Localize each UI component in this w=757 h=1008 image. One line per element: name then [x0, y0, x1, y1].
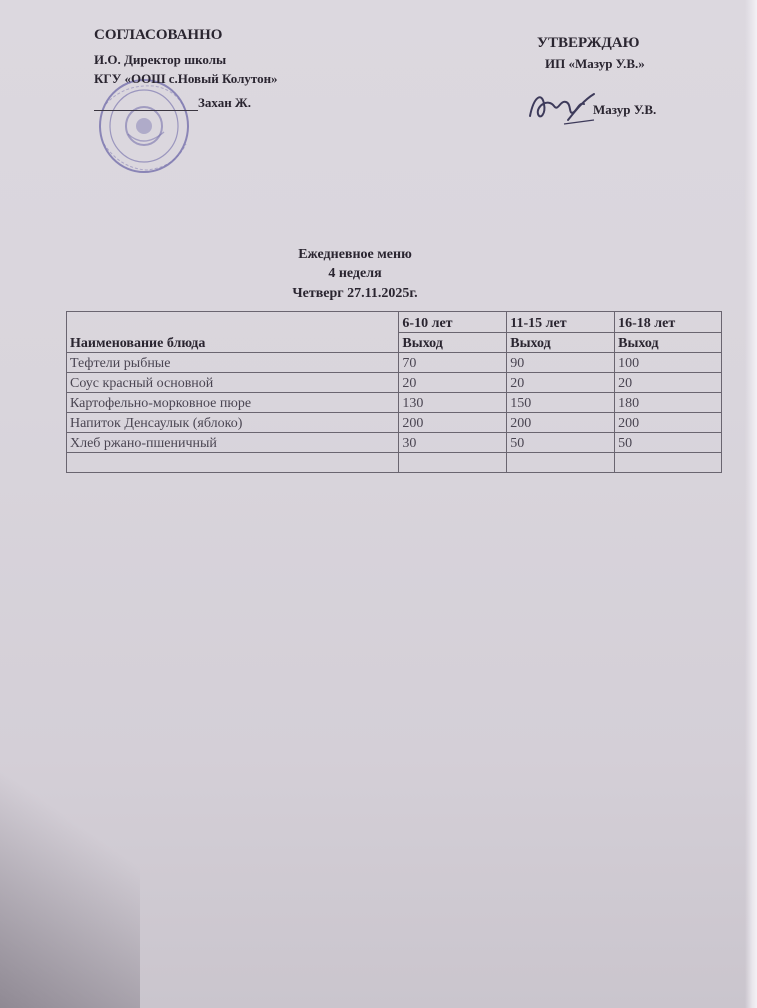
table-row-empty	[67, 453, 722, 473]
empty-cell	[399, 453, 507, 473]
output-value: 180	[615, 393, 722, 413]
output-value: 200	[615, 413, 722, 433]
age-group-header: 16-18 лет	[615, 312, 722, 333]
table-header-ages	[67, 312, 722, 333]
approval-right-name: Мазур У.В.	[593, 102, 657, 117]
output-value: 20	[615, 373, 722, 393]
table-header-output	[67, 333, 722, 353]
handwritten-signature	[524, 86, 596, 130]
menu-title: Ежедневное меню	[298, 247, 412, 262]
dish-name: Картофельно-морковное пюре	[67, 393, 399, 413]
output-value: 90	[507, 353, 615, 373]
output-value: 50	[615, 433, 722, 453]
approval-right-organization: ИП «Мазур У.В.»	[545, 56, 645, 71]
empty-cell	[67, 453, 399, 473]
age-group-header: 6-10 лет	[399, 312, 507, 333]
output-value: 200	[507, 413, 615, 433]
output-value: 150	[507, 393, 615, 413]
dish-name: Хлеб ржано-пшеничный	[67, 433, 399, 453]
dish-name: Тефтели рыбные	[67, 353, 399, 373]
empty-cell	[507, 453, 615, 473]
dish-name: Соус красный основной	[67, 373, 399, 393]
approval-left-position: И.О. Директор школы	[94, 52, 227, 67]
table-row	[67, 433, 722, 453]
table-row	[67, 373, 722, 393]
table-row	[67, 413, 722, 433]
page-edge	[745, 0, 757, 1008]
output-value: 100	[615, 353, 722, 373]
output-header: Выход	[399, 333, 507, 353]
approval-right-heading: УТВЕРЖДАЮ	[537, 35, 640, 51]
dish-name: Напиток Денсаулык (яблоко)	[67, 413, 399, 433]
table-row	[67, 393, 722, 413]
signature-line	[94, 110, 198, 111]
output-header: Выход	[507, 333, 615, 353]
output-header: Выход	[615, 333, 722, 353]
page-shadow	[0, 708, 140, 1008]
output-value: 70	[399, 353, 507, 373]
dish-name-header: Наименование блюда	[67, 333, 399, 353]
approval-left-organization: КГУ «ООШ с.Новый Колутон»	[94, 71, 278, 86]
approval-left-heading: СОГЛАСОВАННО	[94, 27, 223, 43]
output-value: 20	[507, 373, 615, 393]
header-empty-cell	[67, 312, 399, 333]
approval-left-name: Захан Ж.	[198, 95, 252, 110]
output-value: 30	[399, 433, 507, 453]
age-group-header: 11-15 лет	[507, 312, 615, 333]
menu-date: Четверг 27.11.2025г.	[292, 286, 418, 301]
output-value: 130	[399, 393, 507, 413]
menu-week: 4 неделя	[328, 266, 382, 281]
empty-cell	[615, 453, 722, 473]
output-value: 200	[399, 413, 507, 433]
output-value: 50	[507, 433, 615, 453]
table-row	[67, 353, 722, 373]
output-value: 20	[399, 373, 507, 393]
menu-table	[66, 311, 722, 473]
